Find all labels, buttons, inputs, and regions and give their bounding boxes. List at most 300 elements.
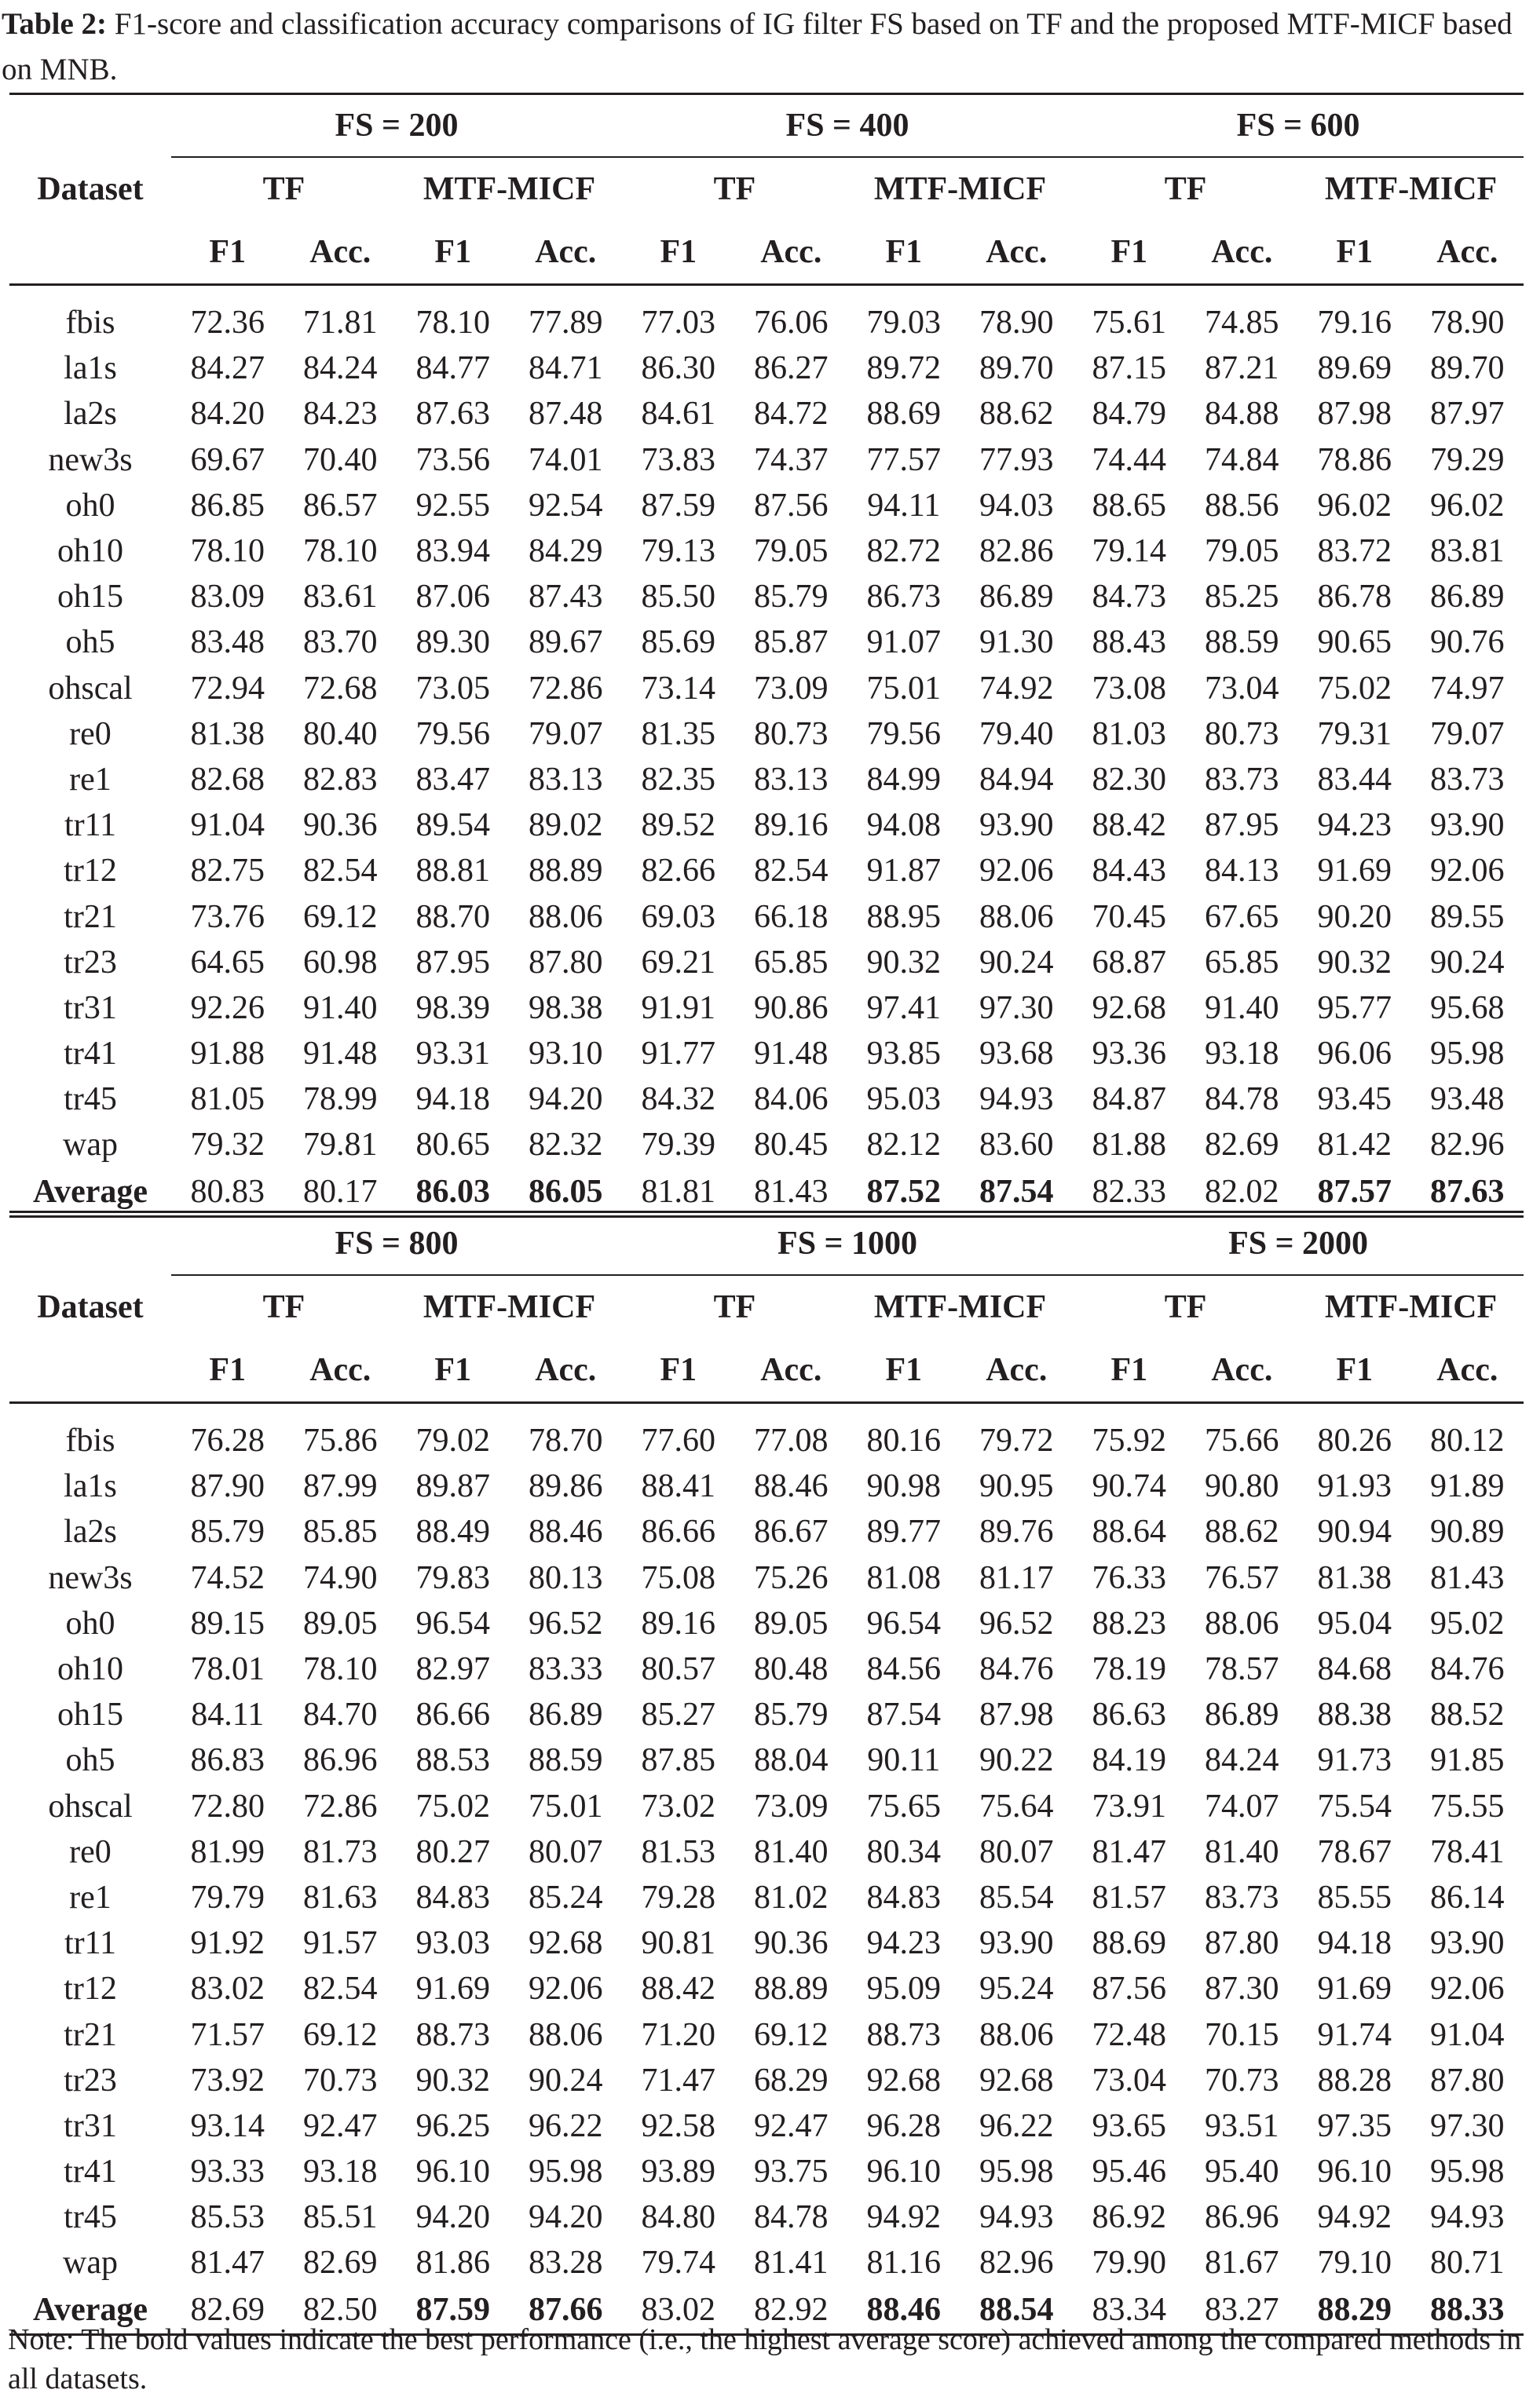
value-cell: 83.33 [529,1651,603,1688]
value-cell: 75.01 [866,670,942,707]
fs-header-row [9,94,1524,158]
value-cell: 92.68 [529,1925,603,1962]
value-cell: 84.83 [866,1879,942,1916]
value-cell: 87.80 [1430,2062,1505,2099]
dataset-cell: oh10 [57,1651,123,1688]
value-cell: 93.36 [1092,1036,1167,1072]
value-cell: 88.42 [641,1971,716,2008]
value-cell: 89.52 [641,807,716,844]
value-cell: 87.99 [303,1468,378,1505]
value-cell: 83.94 [415,533,490,570]
table-row [9,1076,1524,1122]
value-cell: 80.40 [303,715,378,752]
metric-header: F1 [1073,1339,1186,1403]
value-cell: 84.87 [1092,1081,1167,1118]
value-cell: 90.74 [1092,1468,1167,1505]
method-header: MTF-MICF [873,171,1047,207]
results-table-bottom [9,1211,1524,2336]
value-cell: 96.25 [415,2107,490,2144]
value-cell: 91.69 [1317,853,1392,890]
value-cell: 83.81 [1430,533,1505,570]
value-cell: 88.06 [1205,1605,1279,1642]
average-value-cell: 83.34 [1073,2286,1186,2335]
value-cell: 78.70 [529,1423,603,1460]
average-value-cell: 83.27 [1186,2286,1299,2335]
value-cell: 91.89 [1430,1468,1505,1505]
value-cell: 94.20 [529,2199,603,2236]
value-cell: 72.94 [190,670,265,707]
value-cell: 65.85 [1205,944,1279,981]
value-cell: 81.88 [1092,1127,1167,1164]
dataset-cell: oh5 [65,1742,115,1779]
value-cell: 95.98 [1430,2154,1505,2191]
value-cell: 84.78 [1205,1081,1279,1118]
average-value-cell: 87.63 [1411,1168,1524,1217]
value-cell: 96.52 [529,1605,603,1642]
dataset-cell: la2s [64,1514,117,1551]
method-header: TF [262,1289,306,1325]
table-row [9,802,1524,848]
value-cell: 85.79 [754,579,829,616]
value-cell: 83.60 [979,1127,1054,1164]
table-row [9,437,1524,483]
value-cell: 96.52 [979,1605,1054,1642]
value-cell: 88.73 [866,2016,942,2053]
value-cell: 98.38 [529,989,603,1026]
table-row [9,574,1524,619]
value-cell: 75.01 [529,1788,603,1825]
value-cell: 81.40 [754,1833,829,1870]
value-cell: 88.81 [415,853,490,890]
value-cell: 91.92 [190,1925,265,1962]
value-cell: 75.02 [1317,670,1392,707]
value-cell: 87.30 [1205,1971,1279,2008]
value-cell: 84.77 [415,350,490,387]
table-row [9,1509,1524,1555]
value-cell: 79.81 [303,1127,378,1164]
value-cell: 86.67 [754,1514,829,1551]
value-cell: 75.86 [303,1423,378,1460]
average-value-cell: 80.83 [171,1168,284,1217]
value-cell: 91.74 [1317,2016,1392,2053]
value-cell: 80.57 [641,1651,716,1688]
value-cell: 78.99 [303,1081,378,1118]
value-cell: 86.57 [303,487,378,524]
value-cell: 88.06 [979,898,1054,935]
value-cell: 86.63 [1092,1697,1167,1734]
table-row [9,1031,1524,1076]
value-cell: 83.47 [415,761,490,798]
value-cell: 95.98 [529,2154,603,2191]
value-cell: 81.38 [1317,1559,1392,1596]
value-cell: 80.12 [1430,1423,1505,1460]
table-row [9,666,1524,711]
value-cell: 79.16 [1317,305,1392,342]
dataset-cell: new3s [48,1559,133,1596]
value-cell: 79.07 [1430,715,1505,752]
value-cell: 84.83 [415,1879,490,1916]
average-value-cell: 87.59 [397,2286,510,2335]
value-cell: 81.67 [1205,2245,1279,2282]
value-cell: 90.81 [641,1925,716,1962]
value-cell: 87.98 [1317,396,1392,433]
value-cell: 93.18 [303,2154,378,2191]
value-cell: 86.73 [866,579,942,616]
value-cell: 82.83 [303,761,378,798]
value-cell: 91.40 [303,989,378,1026]
value-cell: 90.24 [979,944,1054,981]
value-cell: 90.32 [415,2062,490,2099]
value-cell: 88.52 [1430,1697,1505,1734]
value-cell: 80.71 [1430,2245,1505,2282]
value-cell: 80.73 [754,715,829,752]
dataset-cell: wap [63,2245,118,2282]
value-cell: 84.68 [1317,1651,1392,1688]
value-cell: 82.96 [979,2245,1054,2282]
table-row [9,2012,1524,2057]
value-cell: 69.67 [190,441,265,478]
value-cell: 81.16 [866,2245,942,2282]
value-cell: 81.03 [1092,715,1167,752]
value-cell: 84.94 [979,761,1054,798]
value-cell: 83.13 [529,761,603,798]
metric-header: F1 [397,221,510,285]
dataset-cell: wap [63,1127,118,1164]
value-cell: 80.07 [529,1833,603,1870]
value-cell: 84.76 [1430,1651,1505,1688]
average-value-cell: 86.03 [397,1168,510,1217]
value-cell: 71.20 [641,2016,716,2053]
value-cell: 64.65 [190,944,265,981]
value-cell: 75.64 [979,1788,1054,1825]
average-value-cell: 88.33 [1411,2286,1524,2335]
table-row [9,848,1524,893]
value-cell: 91.48 [303,1036,378,1072]
value-cell: 89.87 [415,1468,490,1505]
value-cell: 81.05 [190,1081,265,1118]
value-cell: 81.02 [754,1879,829,1916]
metric-header: Acc. [510,1339,623,1403]
value-cell: 89.16 [754,807,829,844]
table-row [9,1122,1524,1167]
value-cell: 75.55 [1430,1788,1505,1825]
method-header: TF [262,171,306,207]
value-cell: 82.32 [529,1127,603,1164]
value-cell: 67.65 [1205,898,1279,935]
value-cell: 70.40 [303,441,378,478]
value-cell: 91.69 [1317,1971,1392,2008]
metric-header-row [9,1339,1524,1403]
value-cell: 93.10 [529,1036,603,1072]
value-cell: 86.96 [303,1742,378,1779]
value-cell: 79.72 [979,1423,1054,1460]
dataset-cell: la1s [64,350,117,387]
value-cell: 92.06 [1430,853,1505,890]
table-row [9,1646,1524,1692]
dataset-cell: tr31 [64,2107,117,2144]
value-cell: 85.79 [190,1514,265,1551]
value-cell: 94.93 [979,1081,1054,1118]
value-cell: 88.59 [529,1742,603,1779]
value-cell: 82.12 [866,1127,942,1164]
value-cell: 79.10 [1317,2245,1392,2282]
value-cell: 82.68 [190,761,265,798]
value-cell: 70.45 [1092,898,1167,935]
value-cell: 87.85 [641,1742,716,1779]
value-cell: 93.65 [1092,2107,1167,2144]
value-cell: 84.27 [190,350,265,387]
value-cell: 91.48 [754,1036,829,1072]
value-cell: 83.28 [529,2245,603,2282]
value-cell: 88.06 [529,2016,603,2053]
average-label: Average [9,1168,171,1217]
value-cell: 79.28 [641,1879,716,1916]
value-cell: 96.10 [415,2154,490,2191]
table-row [9,483,1524,528]
value-cell: 80.65 [415,1127,490,1164]
dataset-cell: tr45 [64,2199,117,2236]
value-cell: 95.04 [1317,1605,1392,1642]
value-cell: 96.10 [866,2154,942,2191]
value-cell: 94.93 [1430,2199,1505,2236]
value-cell: 84.24 [1205,1742,1279,1779]
table-row [9,2149,1524,2194]
value-cell: 87.21 [1205,350,1279,387]
metric-header: Acc. [1411,221,1524,285]
value-cell: 72.80 [190,1788,265,1825]
value-cell: 88.69 [1092,1925,1167,1962]
value-cell: 69.12 [303,2016,378,2053]
table-row [9,1555,1524,1601]
value-cell: 81.17 [979,1559,1054,1596]
value-cell: 85.87 [754,624,829,661]
value-cell: 85.27 [641,1697,716,1734]
value-cell: 89.54 [415,807,490,844]
fs-header: FS = 200 [171,94,622,158]
value-cell: 90.94 [1317,1514,1392,1551]
dataset-cell: tr41 [64,2154,117,2191]
average-value-cell: 82.33 [1073,1168,1186,1217]
value-cell: 90.32 [866,944,942,981]
value-cell: 74.37 [754,441,829,478]
value-cell: 84.72 [754,396,829,433]
value-cell: 81.08 [866,1559,942,1596]
value-cell: 84.32 [641,1081,716,1118]
value-cell: 87.98 [979,1697,1054,1734]
value-cell: 90.22 [979,1742,1054,1779]
dataset-cell: re1 [69,1879,112,1916]
table-row [9,2103,1524,2149]
value-cell: 88.70 [415,898,490,935]
value-cell: 80.34 [866,1833,942,1870]
value-cell: 86.78 [1317,579,1392,616]
value-cell: 74.92 [979,670,1054,707]
value-cell: 87.56 [754,487,829,524]
value-cell: 80.45 [754,1127,829,1164]
method-header: MTF-MICF [1324,171,1498,207]
value-cell: 83.72 [1317,533,1392,570]
results-table-top [9,93,1524,1218]
value-cell: 97.30 [979,989,1054,1026]
value-cell: 75.66 [1205,1423,1279,1460]
value-cell: 93.89 [641,2154,716,2191]
value-cell: 79.07 [529,715,603,752]
value-cell: 83.09 [190,579,265,616]
value-cell: 88.89 [529,853,603,890]
average-value-cell: 81.81 [622,1168,735,1217]
fs-header: FS = 800 [171,1212,622,1276]
metric-header: Acc. [960,221,1074,285]
value-cell: 70.15 [1205,2016,1279,2053]
value-cell: 93.85 [866,1036,942,1072]
value-cell: 72.68 [303,670,378,707]
value-cell: 71.57 [190,2016,265,2053]
value-cell: 83.44 [1317,761,1392,798]
value-cell: 79.02 [415,1423,490,1460]
value-cell: 89.69 [1317,350,1392,387]
value-cell: 73.91 [1092,1788,1167,1825]
value-cell: 90.86 [754,989,829,1026]
average-value-cell: 83.02 [622,2286,735,2335]
value-cell: 93.48 [1430,1081,1505,1118]
metric-header: Acc. [1411,1339,1524,1403]
value-cell: 74.01 [529,441,603,478]
table-row [9,285,1524,346]
average-value-cell: 86.05 [510,1168,623,1217]
value-cell: 73.14 [641,670,716,707]
table-row [9,1784,1524,1829]
caption-text: F1-score and classification accuracy comparisons of IG filter FS based on TF and the proposed MTF-MICF based on MNB. [2,7,1513,86]
value-cell: 72.86 [303,1788,378,1825]
value-cell: 88.69 [866,396,942,433]
value-cell: 78.90 [979,305,1054,342]
value-cell: 91.88 [190,1036,265,1072]
value-cell: 79.56 [415,715,490,752]
value-cell: 80.26 [1317,1423,1392,1460]
metric-header: F1 [171,221,284,285]
value-cell: 81.38 [190,715,265,752]
value-cell: 93.31 [415,1036,490,1072]
value-cell: 78.10 [303,1651,378,1688]
metric-header: F1 [622,221,735,285]
average-value-cell: 82.50 [284,2286,397,2335]
value-cell: 94.03 [979,487,1054,524]
value-cell: 86.89 [529,1697,603,1734]
value-cell: 71.47 [641,2062,716,2099]
value-cell: 79.03 [866,305,942,342]
value-cell: 83.61 [303,579,378,616]
average-value-cell: 88.46 [847,2286,960,2335]
value-cell: 88.42 [1092,807,1167,844]
average-value-cell: 87.66 [510,2286,623,2335]
value-cell: 86.89 [1430,579,1505,616]
value-cell: 85.24 [529,1879,603,1916]
value-cell: 91.73 [1317,1742,1392,1779]
value-cell: 82.30 [1092,761,1167,798]
value-cell: 88.49 [415,1514,490,1551]
value-cell: 82.72 [866,533,942,570]
table-row [9,1829,1524,1875]
value-cell: 81.53 [641,1833,716,1870]
dataset-cell: tr21 [64,898,117,935]
value-cell: 85.50 [641,579,716,616]
value-cell: 78.10 [190,533,265,570]
value-cell: 95.68 [1430,989,1505,1026]
value-cell: 78.86 [1317,441,1392,478]
value-cell: 88.64 [1092,1514,1167,1551]
average-value-cell: 82.92 [735,2286,848,2335]
value-cell: 85.53 [190,2199,265,2236]
dataset-cell: oh0 [65,487,115,524]
table-row [9,711,1524,757]
dataset-cell: tr11 [64,807,117,844]
table-row [9,940,1524,985]
dataset-cell: tr41 [64,1036,117,1072]
value-cell: 87.48 [529,396,603,433]
table-row [9,1403,1524,1464]
value-cell: 93.51 [1205,2107,1279,2144]
table-row [9,345,1524,391]
dataset-cell: re1 [69,761,112,798]
value-cell: 66.18 [754,898,829,935]
fs-header: FS = 2000 [1073,1212,1524,1276]
table-row [9,1692,1524,1737]
value-cell: 95.09 [866,1971,942,2008]
average-value-cell: 80.17 [284,1168,397,1217]
metric-header: F1 [847,221,960,285]
value-cell: 91.85 [1430,1742,1505,1779]
dataset-cell: ohscal [48,670,133,707]
table-row [9,1966,1524,2012]
value-cell: 87.80 [1205,1925,1279,1962]
table-row [9,1463,1524,1509]
value-cell: 96.22 [529,2107,603,2144]
value-cell: 88.41 [641,1468,716,1505]
metric-header: Acc. [284,1339,397,1403]
value-cell: 97.35 [1317,2107,1392,2144]
value-cell: 84.80 [641,2199,716,2236]
dataset-cell: tr11 [64,1925,117,1962]
value-cell: 83.73 [1430,761,1505,798]
value-cell: 90.36 [303,807,378,844]
metric-header: Acc. [1186,1339,1299,1403]
value-cell: 83.02 [190,1971,265,2008]
value-cell: 93.90 [979,807,1054,844]
value-cell: 79.13 [641,533,716,570]
value-cell: 85.79 [754,1697,829,1734]
value-cell: 90.24 [529,2062,603,2099]
value-cell: 69.21 [641,944,716,981]
value-cell: 89.70 [979,350,1054,387]
value-cell: 74.85 [1205,305,1279,342]
metric-header: F1 [397,1339,510,1403]
value-cell: 84.78 [754,2199,829,2236]
value-cell: 81.57 [1092,1879,1167,1916]
value-cell: 84.79 [1092,396,1167,433]
average-label: Average [9,2286,171,2335]
method-header: MTF-MICF [423,1289,596,1325]
value-cell: 92.58 [641,2107,716,2144]
value-cell: 84.56 [866,1651,942,1688]
value-cell: 90.80 [1205,1468,1279,1505]
value-cell: 88.06 [529,898,603,935]
value-cell: 91.69 [415,1971,490,2008]
value-cell: 93.90 [979,1925,1054,1962]
value-cell: 94.18 [1317,1925,1392,1962]
value-cell: 81.41 [754,2245,829,2282]
value-cell: 79.39 [641,1127,716,1164]
value-cell: 88.23 [1092,1605,1167,1642]
